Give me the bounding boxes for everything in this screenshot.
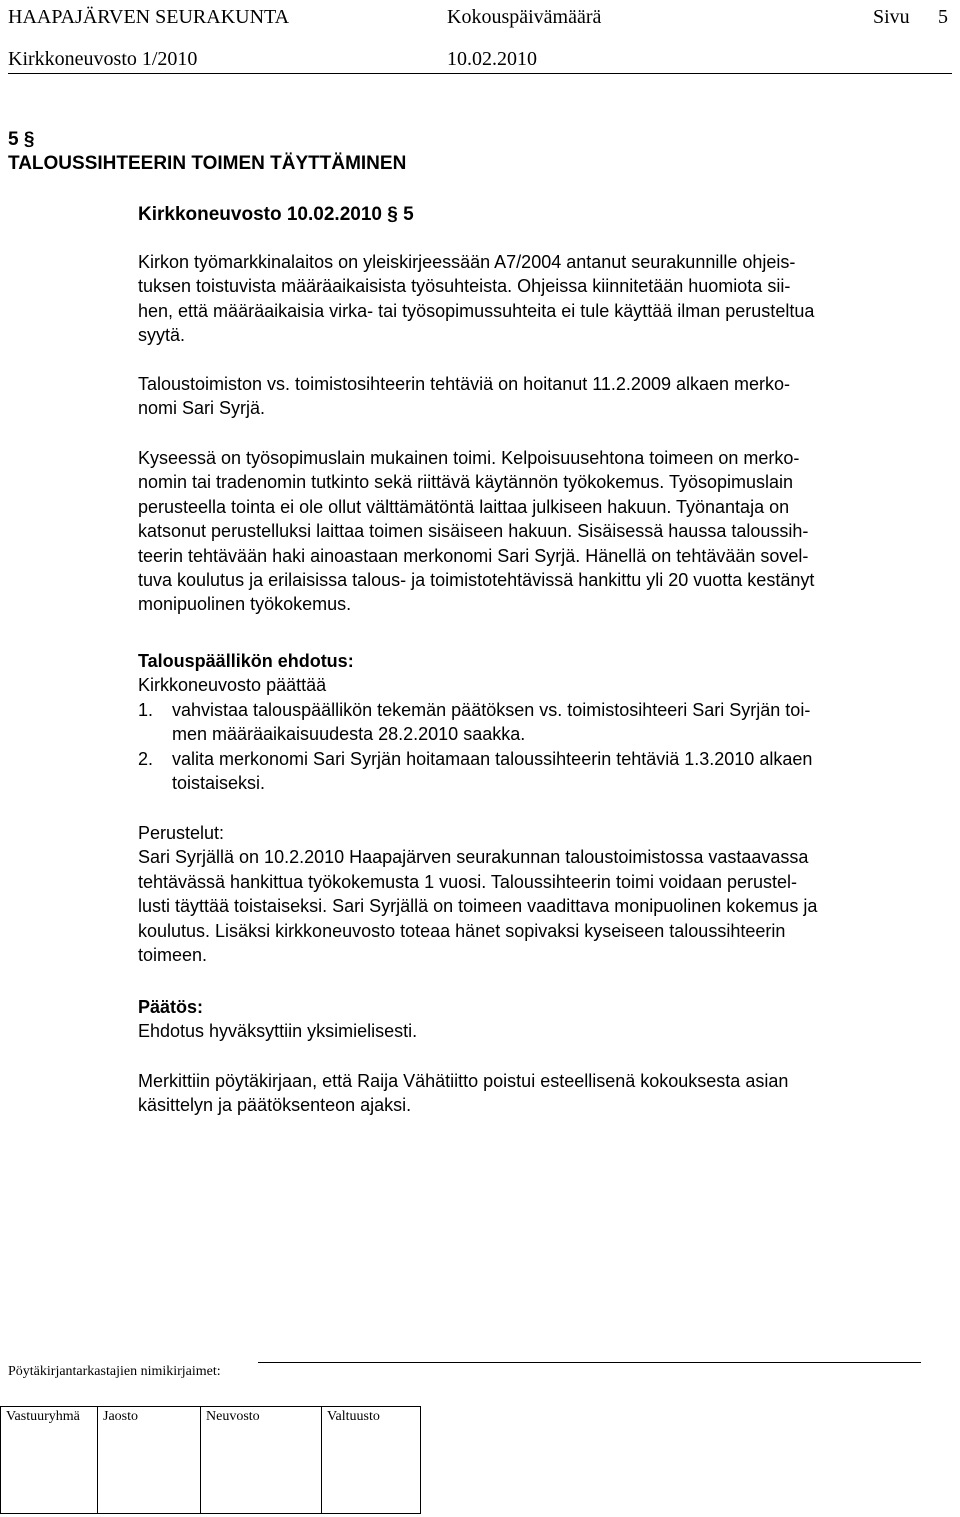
stamp-label: Neuvosto [206,1409,260,1424]
text-line: syytä. [138,325,186,346]
meeting-reference-text: Kirkkoneuvosto 10.02.2010 [138,204,382,225]
meeting-reference-symbol: § [387,204,398,225]
section-symbol: § [23,129,35,150]
meeting-reference-number: 5 [403,204,414,225]
header-org: HAAPAJÄRVEN SEURAKUNTA [8,6,290,28]
text-line: nomi Sari Syrjä. [138,398,266,419]
proposal-heading: Talouspäällikön ehdotus: [138,651,354,671]
header-page-label: Sivu [873,6,910,28]
proposal-section [138,649,950,795]
header-date-label: Kokouspäivämäärä [447,6,602,28]
text-line: tehtävässä hankittua työkokemusta 1 vuosi. Taloussihteerin toimi voidaan perustel- [138,871,798,892]
minutes-note [138,1069,950,1118]
text-line: monipuolinen työkokemus. [138,594,352,615]
text-line: katsonut perustelluksi laittaa toimen sisäiseen hakuun. Sisäisessä haussa taloussih- [138,521,809,542]
signatures-label: Pöytäkirjantarkastajien nimikirjaimet: [8,1364,221,1379]
stamp-cell [201,1407,322,1514]
decision-text: Ehdotus hyväksyttiin yksimielisesti. [138,1021,418,1042]
item-text-continued: toistaiseksi. [172,773,266,794]
stamp-label: Valtuusto [327,1409,380,1424]
text-line: Kyseessä on työsopimuslain mukainen toimi. Kelpoisuusehtona toimeen on merko- [138,448,800,468]
stamp-label: Jaosto [103,1409,138,1424]
item-text: vahvistaa talouspäällikön tekemän päätöksen vs. toimistosihteeri Sari Syrjän toi- [172,699,811,720]
section-number: 5 [8,129,19,150]
text-line: käsittelyn ja päätöksenteon ajaksi. [138,1095,412,1116]
text-line: Kirkon työmarkkinalaitos on yleiskirjeessään A7/2004 antanut seurakunnille ohjeis- [138,252,796,272]
text-line: Merkittiin pöytäkirjaan, että Raija Vähätiitto poistui esteellisenä kokouksesta asian [138,1071,789,1091]
stamp-cell [98,1407,201,1514]
text-line: tuva koulutus ja erilaisissa talous- ja toimistotehtävissä hankittu yli 20 vuotta kestänyt [138,570,815,591]
text-line: koulutus. Lisäksi kirkkoneuvosto toteaa hänet sopivaksi kyseiseen taloussihteerin [138,920,786,941]
item-number: 2. [138,748,154,769]
stamp-cell [1,1407,98,1514]
header-rule [8,73,952,74]
text-line: tuksen toistuvista määräaikaisista työsuhteista. Ohjeissa kiinnitetään huomiota sii- [138,276,791,297]
proposal-item-1 [138,698,950,722]
signature-line [258,1362,921,1363]
stamp-label: Vastuuryhmä [6,1409,80,1424]
paragraph-qualifications [138,446,950,617]
approval-stamp-table [0,1406,421,1514]
header-body: Kirkkoneuvosto 1/2010 [8,48,198,70]
proposal-item-2 [138,747,950,771]
item-text: valita merkonomi Sari Syrjän hoitamaan taloussihteerin tehtäviä 1.3.2010 alkaen [172,748,813,769]
decision-heading: Päätös: [138,997,204,1017]
section-heading-number [8,128,34,152]
text-line: teerin tehtävään haki ainoastaan merkonomi Sari Syrjä. Hänellä on tehtävään sovel- [138,545,809,566]
paragraph-current-holder [138,372,950,421]
header-date: 10.02.2010 [447,48,537,70]
rationale-heading: Perustelut: [138,823,225,843]
text-line: Taloustoimiston vs. toimistosihteerin tehtäviä on hoitanut 11.2.2009 alkaen merko- [138,374,791,394]
rationale-section [138,821,950,967]
text-line: Sari Syrjällä on 10.2.2010 Haapajärven seurakunnan taloustoimistossa vastaavassa [138,847,809,868]
header-page-number: 5 [938,6,948,28]
decision-section [138,995,950,1044]
text-line: nomin tai tradenomin tutkinto sekä riittävä käytännön työkokemus. Työsopimuslain [138,472,794,493]
paragraph-guidance [138,250,950,348]
text-line: perusteella tointa ei ole ollut välttämätöntä laittaa julkiseen hakuun. Työnantaja on [138,496,790,517]
section-title: TALOUSSIHTEERIN TOIMEN TÄYTTÄMINEN [8,153,407,174]
text-line: hen, että määräaikaisia virka- tai työsopimussuhteita ei tule käyttää ilman perusteltua [138,300,815,321]
text-line: toimeen. [138,945,208,966]
item-number: 1. [138,699,154,720]
stamp-cell [322,1407,421,1514]
item-text-continued: men määräaikaisuudesta 28.2.2010 saakka. [172,724,526,745]
text-line: lusti täyttää toistaiseksi. Sari Syrjällä on toimeen vaadittava monipuolinen kokemus ja [138,896,818,917]
meeting-reference [138,203,414,227]
proposal-intro: Kirkkoneuvosto päättää [138,675,327,696]
